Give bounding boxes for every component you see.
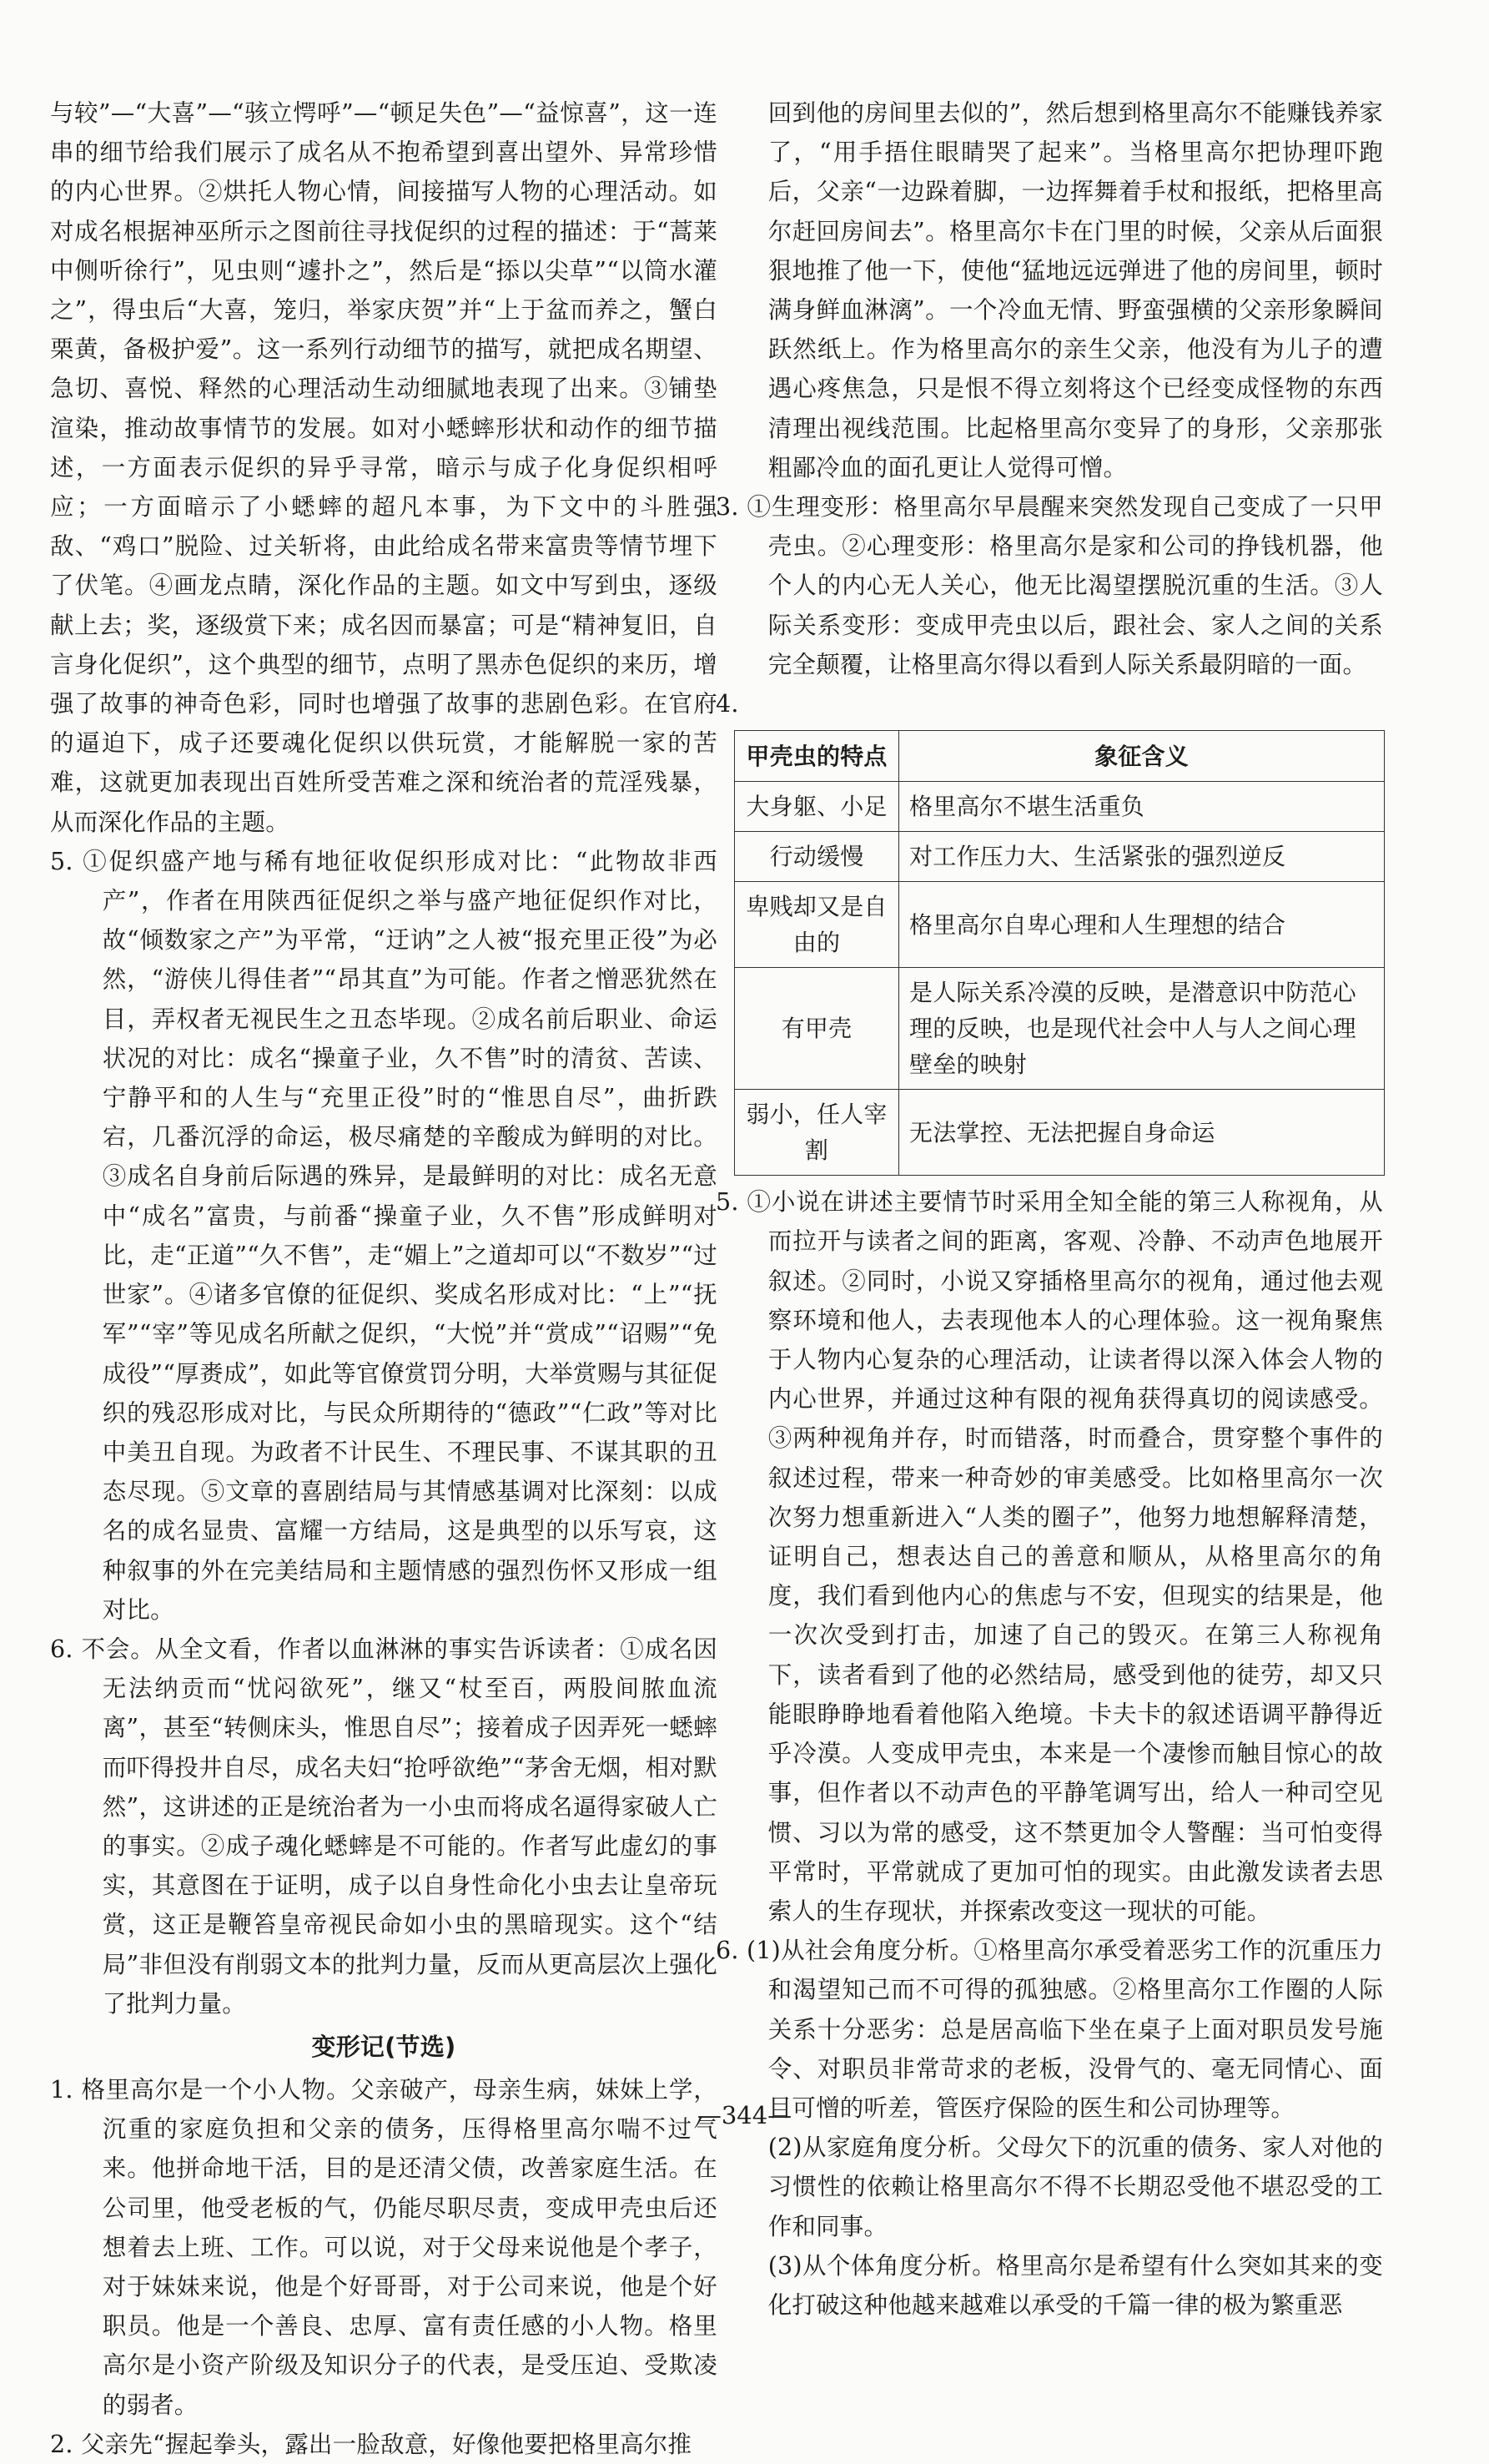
answer-2-continued: 回到他的房间里去似的”，然后想到格里高尔不能赚钱养家了，“用手捂住眼睛哭了起来”。当格里高尔把协理吓跑后，父亲“一边跺着脚，一边挥舞着手杖和报纸，把格里高尔赶回房间去”。格里高尔卡在门里的时候，父亲从后面狠狠地推了他一下，使他“猛地远远弹进了他的房间里，顿时满身鲜血淋漓”。一个冷血无情、野蛮强横的父亲形象瞬间跃然纸上。作为格里高尔的亲生父亲，他没有为儿子的遭遇心疼焦急，只是恨不得立刻将这个已经变成怪物的东西清理出视线范围。比起格里高尔变异了的身形，父亲那张粗鄙冷血的面孔更让人觉得可憎。 bbox=[767, 99, 1383, 481]
table-cell: 大身躯、小足 bbox=[735, 782, 899, 832]
answer-6: 6. 不会。从全文看，作者以血淋淋的事实告诉读者：①成名因无法纳贡而“忧闷欲死”，继又“杖至百，两股间脓血流离”，甚至“转侧床头，惟思自尽”；接着成子因弄死一蟋蟀而吓得投井自尽，成名夫妇“抢呼欲绝”“茅舍无烟，相对默然”，这讲述的正是统治者为一小虫而将成名逼得家破人亡的事实。②成子魂化蟋蟀是不可能的。作者写此虚幻的事实，其意图在于证明，成子以自身性命化小虫去让皇帝玩赏，这正是鞭笞皇帝视民命如小虫的黑暗现实。这个“结局”非但没有削弱文本的批判力量，反而从更高层次上强化了批判力量。 bbox=[50, 1635, 717, 2018]
table-header-row bbox=[735, 731, 1385, 782]
table-row bbox=[735, 832, 1385, 882]
table-header: 甲壳虫的特点 bbox=[735, 731, 899, 782]
answer-5-right: 5. ①小说在讲述主要情节时采用全知全能的第三人称视角，从而拉开与读者之间的距离，客观、冷静、不动声色地展开叙述。②同时，小说又穿插格里高尔的视角，通过他去观察环境和他人，去表现他本人的心理体验。这一视角聚焦于人物内心复杂的心理活动，让读者得以深入体会人物的内心世界，并通过这种有限的视角获得真切的阅读感受。③两种视角并存，时而错落，时而叠合，贯穿整个事件的叙述过程，带来一种奇妙的审美感受。比如格里高尔一次次努力想重新进入“人类的圈子”，他努力地想解释清楚，证明自己，想表达自己的善意和顺从，从格里高尔的角度，我们看到他内心的焦虑与不安，但现实的结果是，他一次次受到打击，加速了自己的毁灭。在第三人称视角下，读者看到了他的必然结局，感受到他的徒劳，却又只能眼睁睁地看着他陷入绝境。卡夫卡的叙述语调平静得近乎冷漠。人变成甲壳虫，本来是一个凄惨而触目惊心的故事，但作者以不动声色的平静笔调写出，给人一种司空见惯、习以为常的感受，这不禁更加令人警醒：当可怕变得平常时，平常就成了更加可怕的现实。由此激发读者去思索人的生存现状，并探索改变这一现状的可能。 bbox=[716, 1188, 1383, 1925]
answer-6-part2: (2)从家庭角度分析。父母欠下的沉重的债务、家人对他的习惯性的依赖让格里高尔不得不长期忍受他不堪忍受的工作和同事。 bbox=[767, 2134, 1383, 2240]
table-header: 象征含义 bbox=[899, 731, 1385, 782]
table-cell: 行动缓慢 bbox=[735, 832, 899, 882]
table-cell: 无法掌控、无法把握自身命运 bbox=[899, 1090, 1385, 1176]
answer-4-continued: 与较”—“大喜”—“骇立愕呼”—“顿足失色”—“益惊喜”，这一连串的细节给我们展示了成名从不抱希望到喜出望外、异常珍惜的内心世界。②烘托人物心情，间接描写人物的心理活动。如对成名根据神巫所示之图前往寻找促织的过程的描述：于“蒿莱中侧听徐行”，见虫则“遽扑之”，然后是“掭以尖草”“以筒水灌之”，得虫后“大喜，笼归，举家庆贺”并“上于盆而养之，蟹白栗黄，备极护爱”。这一系列行动细节的描写，就把成名期望、急切、喜悦、释然的心理活动生动细腻地表现了出来。③铺垫渲染，推动故事情节的发展。如对小蟋蟀形状和动作的细节描述，一方面表示促织的异乎寻常，暗示与成子化身促织相呼应；一方面暗示了小蟋蟀的超凡本事，为下文中的斗胜强敌、“鸡口”脱险、过关斩将，由此给成名带来富贵等情节埋下了伏笔。④画龙点睛，深化作品的主题。如文中写到虫，逐级献上去；奖，逐级赏下来；成名因而暴富；可是“精神复旧，自言身化促织”，这个典型的细节，点明了黑赤色促织的来历，增强了故事的神奇色彩，同时也增强了故事的悲剧色彩。在官府的逼迫下，成子还要魂化促织以供玩赏，才能解脱一家的苦难，这就更加表现出百姓所受苦难之深和统治者的荒淫残暴，从而深化作品的主题。 bbox=[50, 99, 717, 836]
table-row bbox=[735, 782, 1385, 832]
answer-5: 5. ①促织盛产地与稀有地征收促织形成对比：“此物故非西产”，作者在用陕西征促织之举与盛产地征促织作对比，故“倾数家之产”为平常，“迂讷”之人被“报充里正役”为必然，“游侠儿得佳者”“昂其直”为可能。作者之憎恶犹然在目，弄权者无视民生之丑态毕现。②成名前后职业、命运状况的对比：成名“操童子业，久不售”时的清贫、苦读、宁静平和的人生与“充里正役”时的“惟思自尽”，曲折跌宕，几番沉浮的命运，极尽痛楚的辛酸成为鲜明的对比。③成名自身前后际遇的殊异，是最鲜明的对比：成名无意中“成名”富贵，与前番“操童子业，久不售”形成鲜明对比，走“正道”“久不售”，走“媚上”之道却可以“不数岁”“过世家”。④诸多官僚的征促织、奖成名形成对比：“上”“抚军”“宰”等见成名所献之促织，“大悦”并“赏成”“诏赐”“免成役”“厚赉成”，如此等官僚赏罚分明，大举赏赐与其征促织的残忍形成对比，与民众所期待的“德政”“仁政”等对比中美丑自现。为政者不计民生、不理民事、不谋其职的丑态尽现。⑤文章的喜剧结局与其情感基调对比深刻：以成名的成名显贵、富耀一方结局，这是典型的以乐写哀，这种叙事的外在完美结局和主题情感的强烈伤怀又形成一组对比。 bbox=[50, 847, 717, 1624]
answer-3: 3. ①生理变形：格里高尔早晨醒来突然发现自己变成了一只甲壳虫。②心理变形：格里高尔是家和公司的挣钱机器，他个人的内心无人关心，他无比渴望摆脱沉重的生活。③人际关系变形：变成甲壳虫以后，跟社会、家人之间的关系完全颠覆，让格里高尔得以看到人际关系最阴暗的一面。 bbox=[716, 493, 1383, 678]
table-cell: 有甲壳 bbox=[735, 968, 899, 1090]
table-row bbox=[735, 968, 1385, 1090]
answer-6-part3: (3)从个体角度分析。格里高尔是希望有什么突如其来的变化打破这种他越来越难以承受的千篇一律的极为繁重恶 bbox=[767, 2251, 1383, 2319]
right-column bbox=[716, 93, 1383, 2325]
table-row bbox=[735, 1090, 1385, 1176]
table-cell: 弱小，任人宰割 bbox=[735, 1090, 899, 1176]
section-title: 变形记(节选) bbox=[311, 2032, 456, 2061]
answer-4-label: 4. bbox=[716, 690, 739, 718]
table-cell: 格里高尔自卑心理和人生理想的结合 bbox=[899, 882, 1385, 968]
answer-2-start: 2. 父亲先“握起拳头，露出一脸敌意，好像他要把格里高尔推 bbox=[50, 2430, 692, 2458]
table-cell: 格里高尔不堪生活重负 bbox=[899, 782, 1385, 832]
table-cell: 卑贱却又是自由的 bbox=[735, 882, 899, 968]
table-cell: 是人际关系冷漠的反映，是潜意识中防范心理的反映，也是现代社会中人与人之间心理壁垒的映射 bbox=[899, 968, 1385, 1090]
answer-6-part1: 6. (1)从社会角度分析。①格里高尔承受着恶劣工作的沉重压力和渴望知己而不可得的孤独感。②格里高尔工作圈的人际关系十分恶劣：总是居高临下坐在桌子上面对职员发号施令、对职员非常苛求的老板，没骨气的、毫无同情心、面目可憎的听差，管医疗保险的医生和公司协理等。 bbox=[716, 1937, 1383, 2122]
page-number: —344— bbox=[697, 2101, 792, 2129]
table-row bbox=[735, 882, 1385, 968]
answer-1: 1. 格里高尔是一个小人物。父亲破产，母亲生病，妹妹上学，沉重的家庭负担和父亲的债务，压得格里高尔喘不过气来。他拼命地干活，目的是还清父债，改善家庭生活。在公司里，他受老板的气，仍能尽职尽责，变成甲壳虫后还想着去上班、工作。可以说，对于父母来说他是个孝子，对于妹妹来说，他是个好哥哥，对于公司来说，他是个好职员。他是一个善良、忠厚、富有责任感的小人物。格里高尔是小资产阶级及知识分子的代表，是受压迫、受欺凌的弱者。 bbox=[50, 2075, 717, 2419]
symbol-table bbox=[734, 730, 1385, 1176]
table-cell: 对工作压力大、生活紧张的强烈逆反 bbox=[899, 832, 1385, 882]
